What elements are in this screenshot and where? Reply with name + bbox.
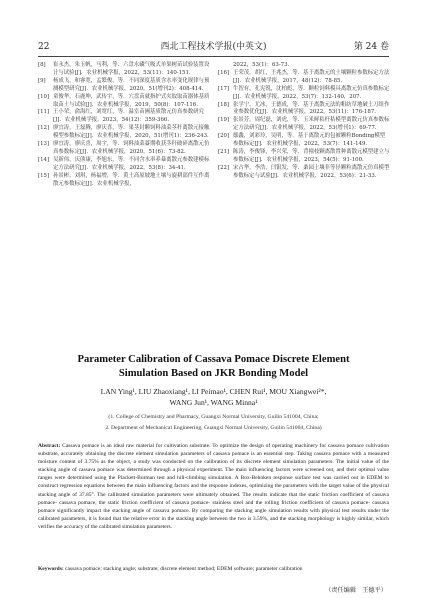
running-header <box>38 40 389 54</box>
references-right-column <box>218 62 390 181</box>
reference-item: [10] 童俊华，石鹿坤，武传宇，等．穴盘苗就指护式夹取取苗器体基质取苗土与试验[J]．农业机械学报，2019，50(8)：107-116. <box>38 93 210 108</box>
author-list <box>38 387 389 408</box>
reference-item: 2022，53(1)：63-73. <box>233 62 290 68</box>
authors-line: LAN Ying¹, LIU Zhaoxiang¹, LI Peimao¹, CHEN Rui¹, MOU Xiangwei²*, <box>100 387 327 396</box>
abstract <box>38 442 389 531</box>
references-left-column <box>38 62 210 189</box>
title-line: Simulation Based on JKR Bonding Model <box>118 367 309 379</box>
reference-item: [14] 吴新伟，庆熊康，李旭东，等．不同含水率养暴离散元参数建模标定方法研究[J]．农业机械学报，2022，53(8)：34-41. <box>38 156 210 171</box>
keywords <box>38 565 389 573</box>
reference-item: [17] 牛智有，孔宪锐，沈柏彪，等．颗粒饲料模具离散元仿真参数标定[J]．农业机械学报，2022，53(7)：132-140，207. <box>218 85 390 100</box>
header-rule <box>38 56 389 57</box>
reference-item: [9] 杨成飞，和睿宽，孟繁俊，等．不同深度基质含水率变化规律与预测模型研究[J]．农业机械学报，2020，51(增刊2)：408-414. <box>38 77 210 92</box>
reference-item: [20] 鄢鑫，刘彩玲，吴明，等．基于离散元的包被颗粒Bonding模型参数标定[J]．农业机械学报，2022，53(7)：141-149. <box>218 133 386 148</box>
volume-label: 第 24 卷 <box>353 42 389 52</box>
reference-item: [13] 廖宜涛，廖庆喜，周宇，等．饲料油菜薹期收获茎秆破碎离散元仿真参数标定[J]．农业机械学报，2020，51(6)：73-82. <box>38 141 210 155</box>
affiliation-line: (1. College of Chemistry and Pharmacy, Guangxi Normal University, Guilin 541004, China; <box>108 414 319 420</box>
affiliations <box>38 412 389 434</box>
journal-name: 西北工程技术学报(中英文) <box>160 42 267 52</box>
page-number: 22 <box>38 42 50 52</box>
authors-line: WANG Jun¹, WANG Minna¹ <box>169 397 258 407</box>
keywords-label: Keywords: <box>38 566 64 572</box>
reference-item: [11] 王小荣，俞海红，刘宽红，等．温室苗圃基质散元仿真参数研究[J]．农业机械学报，2023，54(12)：359-366. <box>38 109 204 124</box>
reference-item: [19] 张景芳，周纪磊，刘虎，等．玉米鲜秸杆秸模型离散元仿真参数标定方法研究[J]．农业机械学报，2022，53(增刊1)：69-77. <box>218 117 390 132</box>
reference-item: [18] 张学宁，尤冰，王德成，等．基于离散元法的粗纺草地破土刀组作业参数优化[J]．农业机械学报，2022，53(11)：176-187. <box>218 101 390 116</box>
title-line: Parameter Calibration of Cassava Pomace Discrete Element <box>77 354 350 365</box>
reference-item: [22] 宋占华，李浩，闫银发，等．桑园土壤非等径颗粒离散元仿真模型参数标定与试验[J]．农业机械学报，2022，53(6)：21-33. <box>218 164 390 179</box>
abstract-text: Cassava pomace is an ideal raw material for cultivation substrate. To optimize the design of operating machinery for cassava pomace cultivation substrate, accurately obtaining the discrete element simulation parameters of cassava pomace is an essential step. Taking cassava pomace with a measured moisture content of 3.75% as the object, a study was conducted on the calibration of its discrete element simulation parameters. The initial value of the stacking angle of cassava pomace was determined through a physical experiment. The main influencing factors were screened out, and their optimal value ranges were determined using the Plackett-Burman test and hill-climbing simulation. A Box-Behnken response surface test was carried out in EDEM to construct regression equations between the main influencing factors and the response indexes, optimizing the parameters with the target value of the physical stacking angle of 37.85°. The calibrated simulation parameters were ultimately obtained. The results indicate that the static friction coefficient of cassava pomace- cassava pomace, the static friction coefficient of cassava pomace- stainless steel and the rolling friction coefficient of cassava pomace- cassava pomace significantly impact the stacking angle of cassava pomace. By comparing the stacking angle simulation results with physical test results under the calibrated parameters, it is found that the relative error in the stacking angle between the two is 3.59%, and the stacking morphology is highly similar, which verifies the accuracy of the calibrated simulation parameters. <box>38 443 389 530</box>
reference-item: [15] 孙景彬，刘琪，杨福增，等．黄土高原坡地土壤与旋耕部件互作离散元参数标定[J]．农业机械学报， <box>38 172 210 187</box>
reference-item: [12] 廖宜涛，王磊腾，廖庆喜，等．果茎封颗饲料油菜茎秆离散元接触模型参数标定[J]．农业机械学报，2020，51(增刊1)：236-243. <box>38 125 210 140</box>
keywords-text: cassava pomace; stacking angle; substrate; discrete element method; EDEM software; parameter calibration <box>65 566 303 572</box>
reference-item: [16] 王荣茂，胡红，王兆杰，等．基于离散元的土壤颗粒参数标定方法[J]．农业机械学报，2017，48(12)：78-85. <box>218 69 390 84</box>
abstract-label: Abstract: <box>38 443 61 449</box>
reference-item: [21] 陈涛，李俊锋，李兴荣，等．背撞枝颗离散置种离散元模型建立与参数标定[J]．农业机械学报，2023，54(5)：91-100. <box>218 148 390 163</box>
english-title <box>38 353 389 380</box>
responsible-editor: （责任编辑 王德平） <box>325 587 387 594</box>
reference-item: [8] 崔永杰，朱玉帆，马利，等．六盘水磷气吸式单果树苗试验装置设计与试验[J]．农业机械学报，2022，53(11)：140-151. <box>38 62 210 76</box>
affiliation-line: 2. Department of Mechanical Engineering, Guangxi Normal University, Guilin 541004, China) <box>105 425 322 431</box>
